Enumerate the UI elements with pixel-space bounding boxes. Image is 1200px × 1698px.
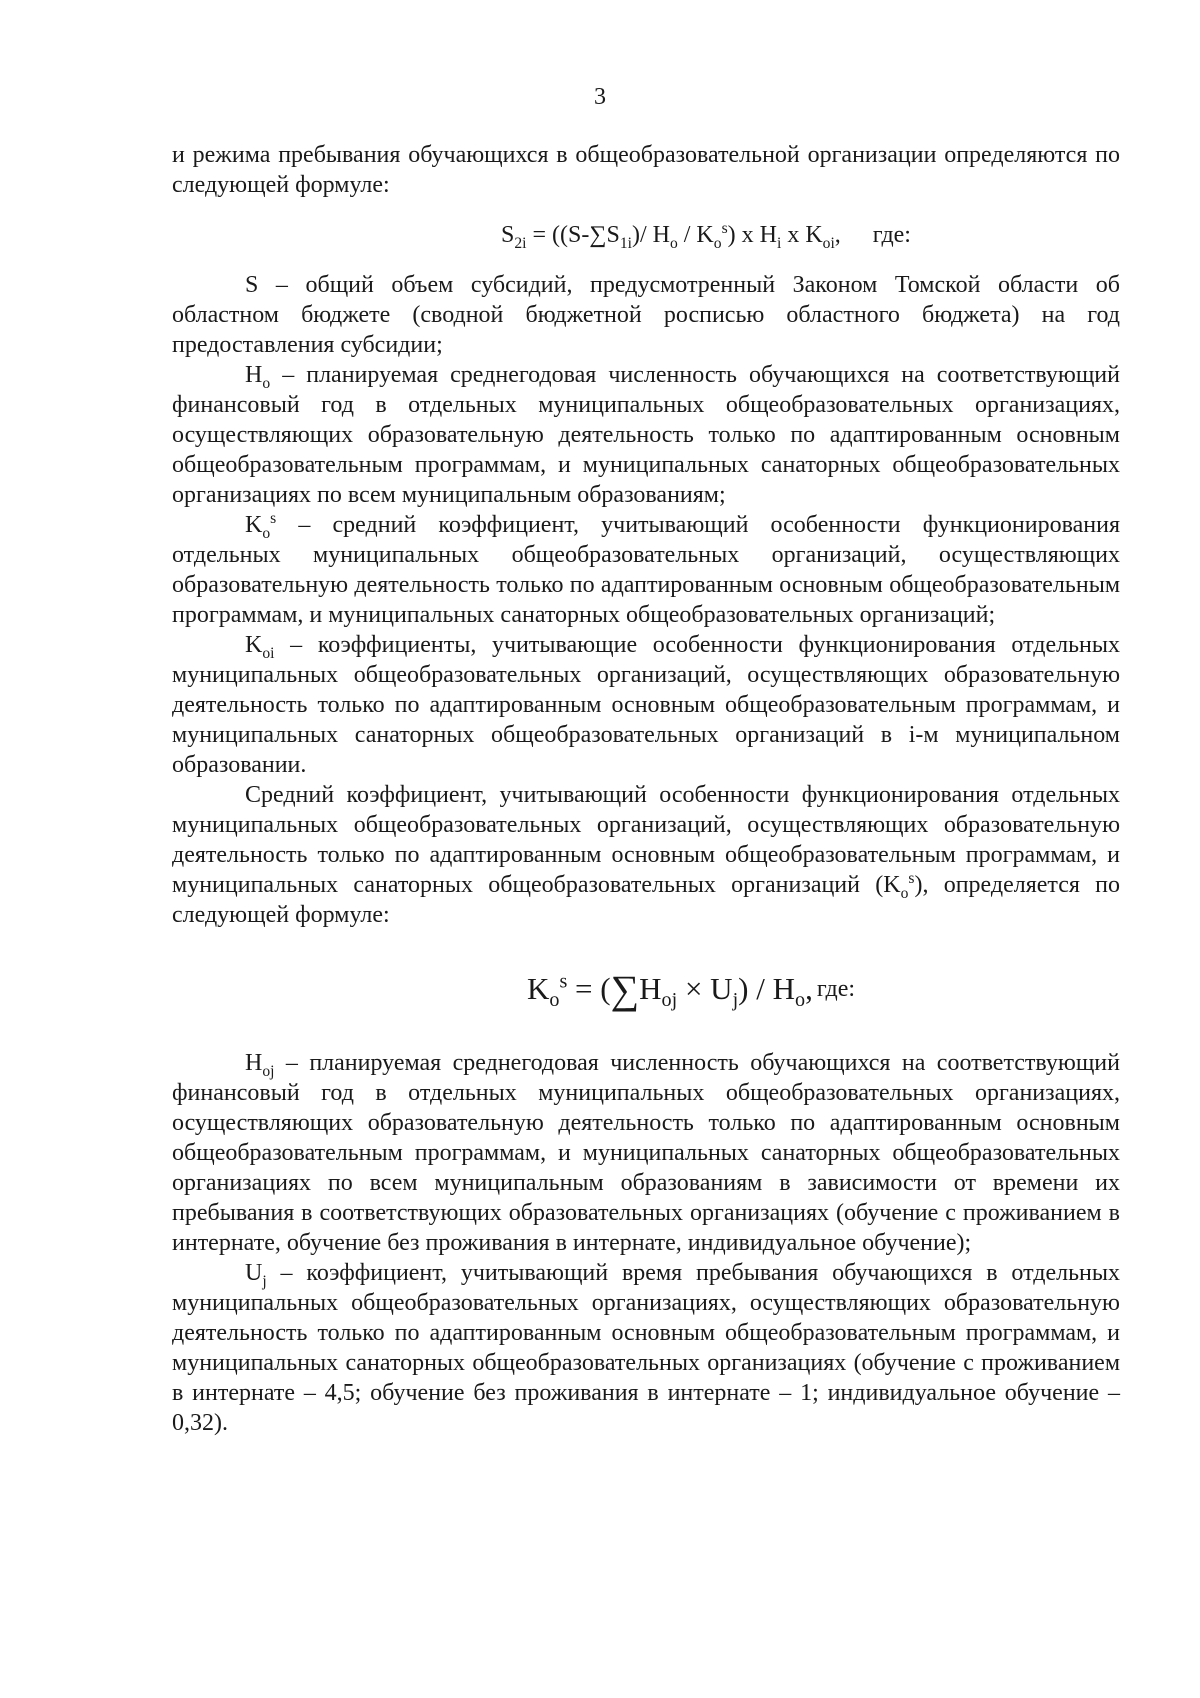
definition-uj	[172, 1258, 1120, 1438]
symbol-uj: $U_j$	[245, 1260, 267, 1290]
symbol-kos: $K_o^s$	[245, 510, 277, 542]
symbol-hoj: $H_{oj}$	[245, 1050, 275, 1080]
definition-koi	[172, 630, 1120, 780]
formula-kos	[172, 930, 1120, 1048]
formula-s2i-where: где:	[872, 222, 911, 248]
formula-kos-expression: $K_o^s = (\sum H_{oj} \times U_j) / H_o$,	[526, 966, 813, 1012]
page-number: 3	[594, 84, 606, 110]
formula-kos-where: где:	[816, 976, 856, 1002]
definition-ho-text: – планируемая среднегодовая численность обучающихся на соответствующий финансовый год в отдельных муниципальных общеобразовательных организациях, осуществляющих образовательную деятельность только по адаптированным основным общеобразовательным программам, и муниципальных санаторных общеобразовательных организациях по всем муниципальным образованиям;	[172, 362, 1120, 508]
definition-hoj-text: – планируемая среднегодовая численность обучающихся на соответствующий финансовый год в отдельных муниципальных общеобразовательных организациях, осуществляющих образовательную деятельность только по адаптированным основным общеобразовательным программам, и муниципальных санаторных общеобразовательных организациях по всем муниципальным образованиям в зависимости от времени их пребывания в соответствующих образовательных организациях (обучение с проживанием в интернате, обучение без проживания в интернате, индивидуальное обучение);	[172, 1050, 1120, 1256]
avg-coefficient-text-a: Средний коэффициент, учитывающий особенности функционирования отдельных муниципальных общеобразовательных организаций, осуществляющих образовательную деятельность только по адаптированным основным общеобразовательным программам, и муниципальных санаторных общеобразовательных организаций (	[172, 782, 1120, 898]
definition-ho	[172, 360, 1120, 510]
symbol-ho: $H_o$	[245, 362, 271, 392]
definition-uj-text: – коэффициент, учитывающий время пребывания обучающихся в отдельных муниципальных общеобразовательных организациях, осуществляющих образовательную деятельность только по адаптированным основным общеобразовательным программам, и муниципальных санаторных общеобразовательных организациях (обучение с проживанием в интернате – 4,5; обучение без проживания в интернате – 1; индивидуальное обучение – 0,32).	[172, 1260, 1121, 1436]
definition-hoj	[172, 1048, 1120, 1258]
intro-paragraph: и режима пребывания обучающихся в общеобразовательной организации определяются по следующей формуле:	[172, 142, 1120, 198]
definition-s: S – общий объем субсидий, предусмотренный Законом Томской области об областном бюджете (сводной бюджетной росписью областного бюджета) на год предоставления субсидии;	[172, 272, 1120, 358]
definition-koi-text: – коэффициенты, учитывающие особенности функционирования отдельных муниципальных общеобразовательных организаций, осуществляющих образовательную деятельность только по адаптированным основным общеобразовательным программам, и муниципальных санаторных общеобразовательных организаций в i-м муниципальном образовании.	[172, 632, 1121, 778]
definition-kos-text: – средний коэффициент, учитывающий особенности функционирования отдельных муниципальных общеобразовательных организаций, осуществляющих образовательную деятельность только по адаптированным основным общеобразовательным программам, и муниципальных санаторных общеобразовательных организаций;	[172, 512, 1120, 628]
definition-kos	[172, 510, 1120, 630]
avg-coefficient-paragraph	[172, 780, 1120, 930]
avg-coefficient-text-b: ), определяется по следующей формуле:	[172, 872, 1120, 928]
symbol-kos-inline: $K_o^s$	[883, 870, 915, 902]
symbol-koi: $K_{oi}$	[245, 632, 275, 662]
document-body	[172, 140, 1120, 1438]
formula-s2i-expression: $S_{2i} = ((S-\sum S_{1i})/$ $H_o / K_o^s$) x $H_i$ x $K_{oi}$,	[501, 220, 841, 252]
formula-s2i	[172, 200, 1120, 270]
